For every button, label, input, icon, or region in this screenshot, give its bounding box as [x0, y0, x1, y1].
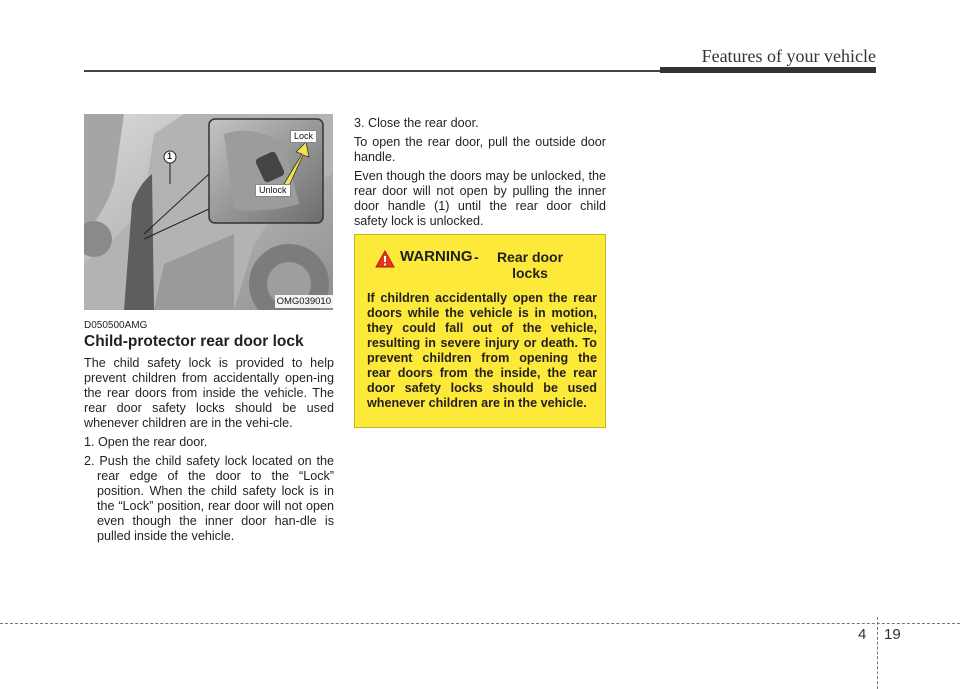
door-lock-illustration	[84, 114, 333, 310]
callout-number: 1	[167, 151, 173, 161]
unlock-label: Unlock	[255, 184, 291, 197]
car-door-drawing	[84, 114, 333, 310]
warning-dash: -	[474, 249, 479, 265]
open-door-paragraph: To open the rear door, pull the outside door handle.	[354, 135, 606, 164]
step-3: 3. Close the rear door.	[354, 116, 479, 130]
lock-label: Lock	[290, 130, 317, 143]
intro-paragraph: The child safety lock is provided to help prevent children from accidentally open-ing the rear doors from inside the vehicle. The rear door safety locks should be used whenever children are in the vehi-cle.	[84, 356, 334, 430]
right-column	[354, 116, 606, 233]
warning-box	[354, 234, 606, 428]
warning-triangle-icon	[375, 250, 395, 268]
left-column	[84, 356, 334, 548]
footer-rule	[0, 623, 960, 624]
section-title: Child-protector rear door lock	[84, 333, 304, 350]
step-2: 2. Push the child safety lock located on the rear edge of the door to the “Lock” position. When the child safety lock is in the “Lock” position, rear door will not open even though the inner door han-dle is pulled inside the vehicle.	[84, 454, 334, 543]
image-code: OMG039010	[276, 296, 331, 307]
warning-header	[367, 245, 597, 291]
footer-divider	[877, 617, 878, 689]
page-number: 19	[884, 626, 901, 643]
section-code: D050500AMG	[84, 320, 148, 331]
warning-body: If children accidentally open the rear doors while the vehicle is in motion, they could fall out of the vehicle, resulting in severe injury or death. To prevent children from opening the rear doors from the inside, the rear door safety locks should be used whenever children are in the vehicle.	[367, 291, 597, 410]
chapter-number: 4	[858, 626, 867, 643]
header-rule-accent	[660, 67, 876, 73]
step-1: 1. Open the rear door.	[84, 435, 208, 449]
warning-topic: Rear door locks	[496, 249, 564, 281]
warning-word: WARNING	[400, 248, 473, 265]
unlocked-paragraph: Even though the doors may be unlocked, the rear door will not open by pulling the inner door handle (1) until the rear door child safety lock is unlocked.	[354, 169, 606, 228]
running-header: Features of your vehicle	[701, 46, 876, 66]
